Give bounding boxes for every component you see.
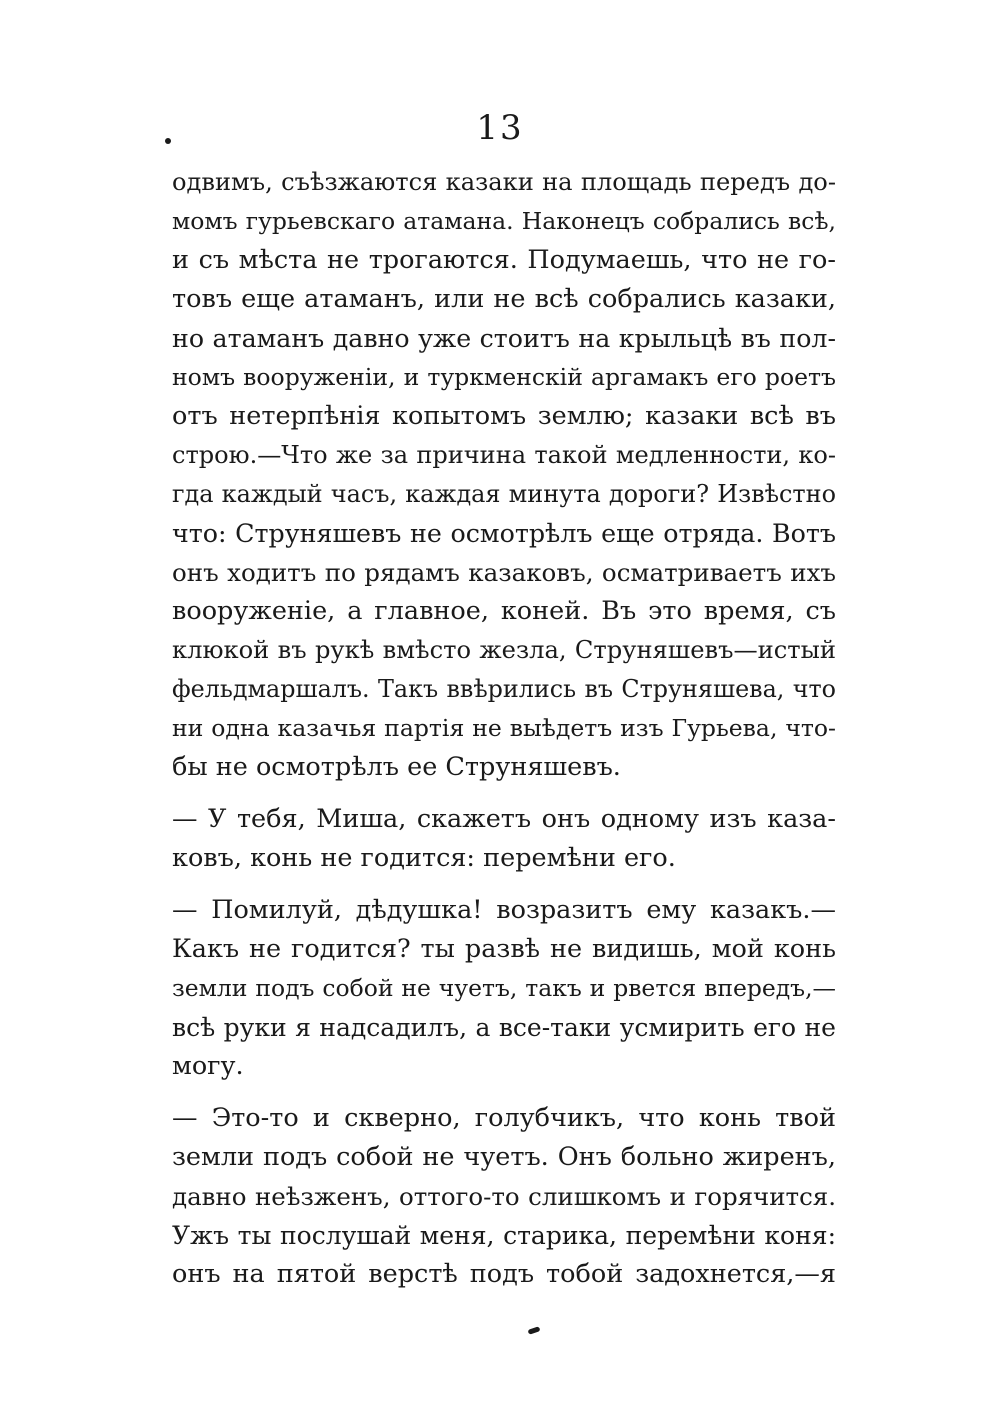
text-line: момъ гурьевскаго атамана. Наконецъ собрались всѣ, [172, 207, 836, 235]
text-line: отъ нетерпѣнія копытомъ землю; казаки всѣ въ [172, 401, 836, 431]
text-line: ни одна казачья партія не выѣдетъ изъ Гурьева, что- [172, 714, 836, 742]
text-line: и съ мѣста не трогаются. Подумаешь, что не го- [172, 245, 836, 275]
text-line: всѣ руки я надсадилъ, а все-таки усмирить его не [172, 1013, 836, 1042]
paragraph [172, 163, 836, 787]
paragraph [172, 800, 836, 878]
text-line: земли подъ собой не чуетъ. Онъ больно жиренъ, [172, 1142, 836, 1172]
text-line: — Помилуй, дѣдушка! возразитъ ему казакъ.— [172, 895, 836, 925]
text-line: онъ ходитъ по рядамъ казаковъ, осматриваетъ ихъ [172, 558, 836, 587]
text-line: фельдмаршалъ. Такъ ввѣрились въ Струняшева, что [172, 675, 836, 703]
text-line: что: Струняшевъ не осмотрѣлъ еще отряда. Вотъ [172, 518, 836, 548]
paragraph [172, 1099, 836, 1294]
text-line: онъ на пятой верстѣ подъ тобой задохнется,—я [172, 1259, 836, 1289]
text-line: клюкой въ рукѣ вмѣсто жезла, Струняшевъ—истый [172, 636, 836, 664]
body-text [172, 163, 836, 1294]
text-line: давно неѣзженъ, оттого-то слишкомъ и горячится. [172, 1182, 836, 1211]
text-line: могу. [172, 1051, 244, 1081]
text-line: товъ еще атаманъ, или не всѣ собрались казаки, [172, 284, 836, 314]
text-line: но атаманъ давно уже стоитъ на крыльцѣ въ пол- [172, 324, 836, 353]
text-line: Ужъ ты послушай меня, старика, перемѣни коня: [172, 1221, 836, 1250]
page-number: 13 [476, 108, 524, 148]
paragraph [172, 891, 836, 1086]
text-line: — У тебя, Миша, скажетъ онъ одному изъ каза- [172, 804, 836, 834]
text-line: — Это-то и скверно, голубчикъ, что конь твой [172, 1103, 836, 1133]
text-line: строю.—Что же за причина такой медленности, ко- [172, 441, 836, 469]
text-line: бы не осмотрѣлъ ее Струняшевъ. [172, 752, 621, 782]
text-line: Какъ не годится? ты развѣ не видишь, мой конь [172, 934, 836, 964]
text-line: ковъ, конь не годится: перемѣни его. [172, 843, 676, 873]
text-line: номъ вооруженіи, и туркменскій аргамакъ его роетъ [172, 363, 836, 391]
text-line: одвимъ, съѣзжаются казаки на площадь передъ до- [172, 168, 836, 196]
text-line: вооруженіе, а главное, коней. Въ это время, съ [172, 596, 836, 626]
text-line: земли подъ собой не чуетъ, такъ и рвется впередъ,— [172, 974, 836, 1002]
text-line: гда каждый часъ, каждая минута дороги? Извѣстно [172, 480, 836, 508]
ink-speck [528, 1326, 541, 1334]
